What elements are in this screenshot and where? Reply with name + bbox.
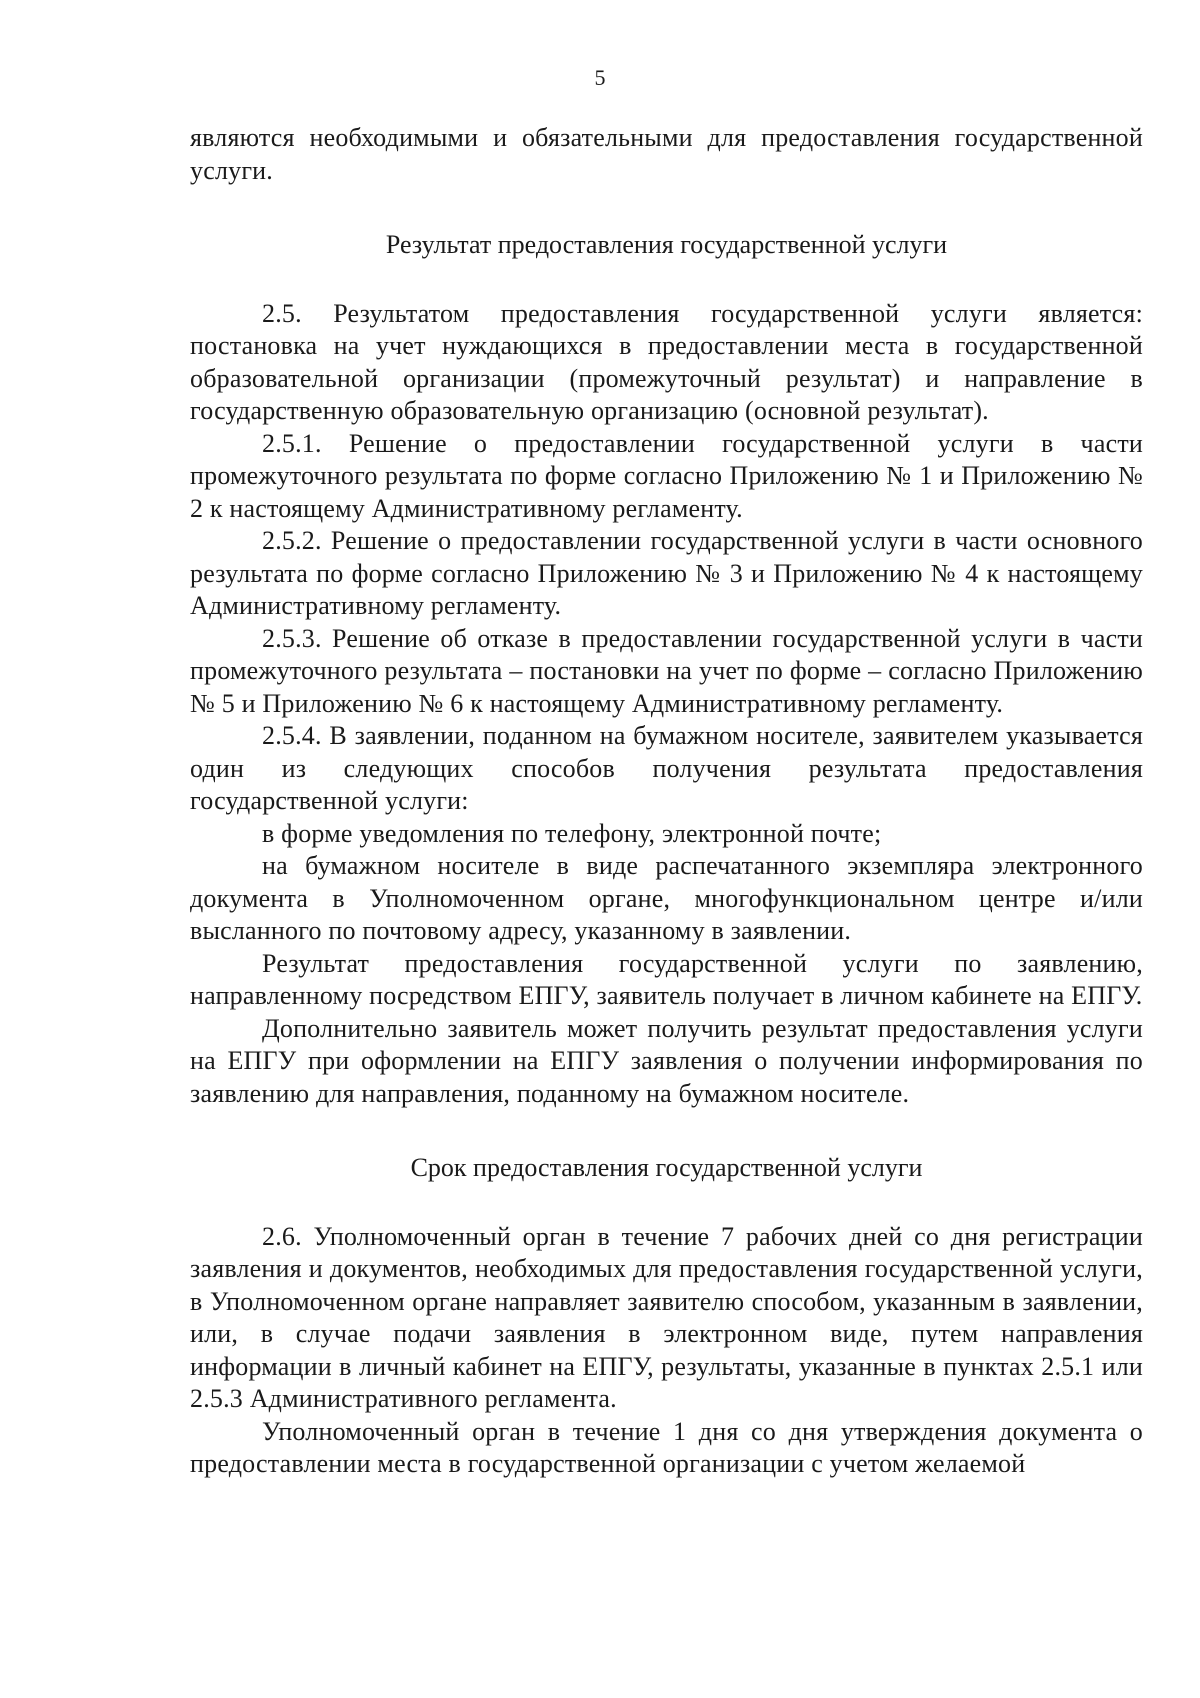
- paragraph-continuation: являются необходимыми и обязательными для предоставления государственной услуги.: [190, 123, 1143, 185]
- paragraph-authority-1-day: Уполномоченный орган в течение 1 дня со дня утверждения документа о предоставлении места в государственной организации с учетом желаемой: [190, 1416, 1143, 1478]
- paragraph-2-5-2: 2.5.2. Решение о предоставлении государственной услуги в части основного результата по форме согласно Приложению № 3 и Приложению № 4 к настоящему Административному регламенту.: [190, 526, 1143, 620]
- paragraph-option-paper: на бумажном носителе в виде распечатанного экземпляра электронного документа в Уполномоченном органе, многофункциональном центре и/или высланного по почтовому адресу, указанному в заявлении.: [190, 851, 1143, 945]
- section-heading-term: Срок предоставления государственной услуги: [410, 1153, 923, 1182]
- paragraph-2-5-1: 2.5.1. Решение о предоставлении государственной услуги в части промежуточного результата по форме согласно Приложению № 1 и Приложению № 2 к настоящему Административному регламенту.: [190, 428, 1143, 523]
- paragraph-2-5: 2.5. Результатом предоставления государственной услуги является: постановка на учет нуждающихся в предоставлении места в государственной образовательной организации (промежуточный результат) и направление в государственную образовательную организацию (основной результат).: [190, 298, 1143, 425]
- paragraph-2-6: 2.6. Уполномоченный орган в течение 7 рабочих дней со дня регистрации заявления и документов, необходимых для предоставления государственной услуги, в Уполномоченном органе направляет заявителю способом, указанным в заявлении, или, в случае подачи заявления в электронном виде, путем направления информации в личный кабинет на ЕПГУ, результаты, указанные в пунктах 2.5.1 или 2.5.3 Административного регламента.: [190, 1221, 1143, 1413]
- page-number: 5: [594, 65, 606, 90]
- section-heading-result: Результат предоставления государственной услуги: [385, 230, 948, 259]
- paragraph-2-5-3: 2.5.3. Решение об отказе в предоставлении государственной услуги в части промежуточного результата – постановки на учет по форме – согласно Приложению № 5 и Приложению № 6 к настоящему Административному регламенту.: [190, 623, 1143, 718]
- paragraph-additional: Дополнительно заявитель может получить результат предоставления услуги на ЕПГУ при оформлении на ЕПГУ заявления о получении информирования по заявлению для направления, поданному на бумажном носителе.: [190, 1013, 1143, 1108]
- paragraph-2-5-4: 2.5.4. В заявлении, поданном на бумажном носителе, заявителем указывается один из следующих способов получения результата предоставления государственной услуги:: [190, 721, 1143, 815]
- paragraph-epgu-result: Результат предоставления государственной услуги по заявлению, направленному посредством ЕПГУ, заявитель получает в личном кабинете на ЕПГУ.: [190, 948, 1143, 1010]
- paragraph-option-phone: в форме уведомления по телефону, электронной почте;: [262, 818, 882, 848]
- document-body: [190, 122, 1143, 1481]
